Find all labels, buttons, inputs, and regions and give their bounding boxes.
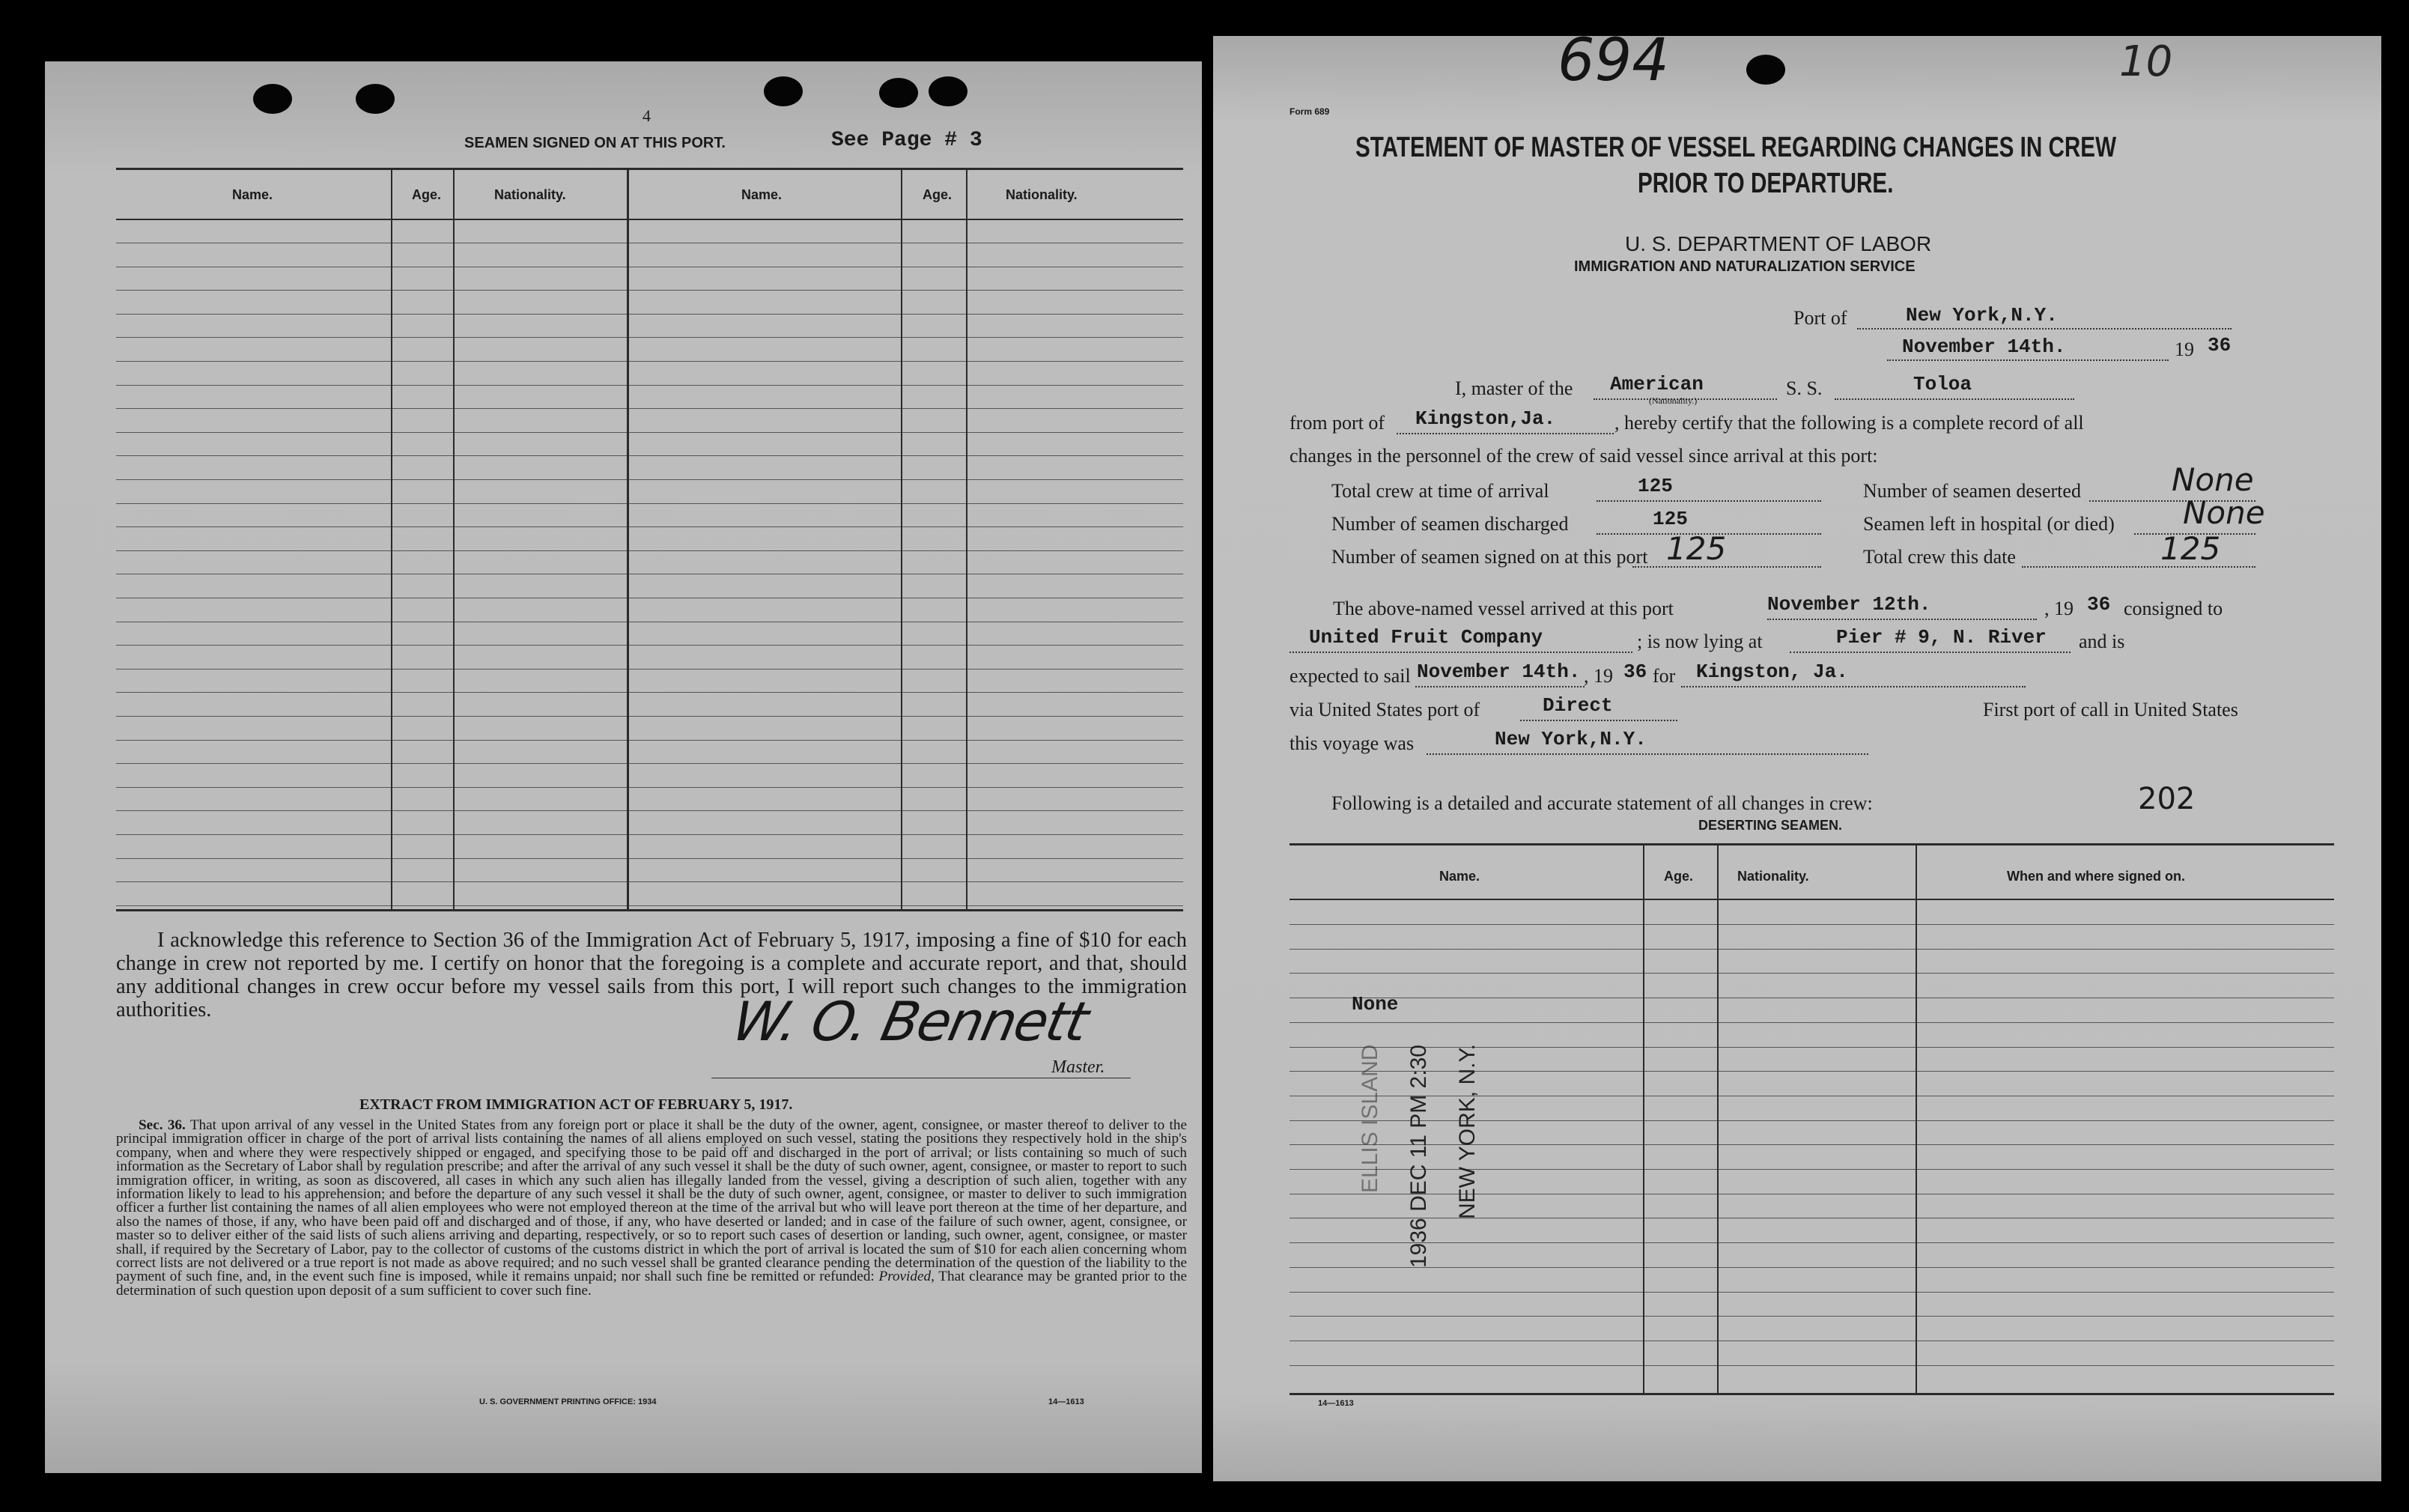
nationality-caption: (Nationality.) bbox=[1649, 395, 1698, 406]
nationality-value: American bbox=[1610, 373, 1704, 395]
fill-line bbox=[1632, 566, 1821, 568]
table-row-line bbox=[1289, 1292, 2334, 1293]
desert-table-top-rule bbox=[1289, 843, 2334, 845]
from-port-value: Kingston,Ja. bbox=[1415, 407, 1556, 430]
fill-line bbox=[1835, 398, 2074, 400]
desert-col-nationality: Nationality. bbox=[1737, 869, 1809, 884]
ss-label: S. S. bbox=[1786, 377, 1823, 399]
table-row-line bbox=[116, 290, 1183, 291]
expected-label: expected to sail bbox=[1289, 665, 1411, 687]
table-row-line bbox=[116, 716, 1183, 717]
table-row-line bbox=[116, 550, 1183, 551]
consigned-label: consigned to bbox=[2124, 598, 2223, 619]
first-port-label: First port of call in United States bbox=[1983, 699, 2238, 720]
handwritten-corner: 10 bbox=[2119, 37, 2173, 86]
col-divider bbox=[391, 168, 392, 909]
port-value: New York,N.Y. bbox=[1906, 304, 2058, 327]
master-signature: W. O. Bennett bbox=[727, 990, 1093, 1053]
arrived-label: The above-named vessel arrived at this port bbox=[1333, 598, 1674, 619]
signed-on-value: 125 bbox=[1666, 530, 1727, 567]
sail-date-value: November 14th. bbox=[1417, 661, 1581, 683]
lying-label: ; is now lying at bbox=[1637, 631, 1763, 652]
certify-text: , hereby certify that the following is a complete record of all bbox=[1614, 412, 2084, 434]
table-row-line bbox=[1289, 1316, 2334, 1317]
col-divider bbox=[1916, 843, 1917, 1393]
from-port-label: from port of bbox=[1289, 412, 1385, 434]
total-crew-arrival-label: Total crew at time of arrival bbox=[1331, 480, 1549, 502]
col-divider bbox=[1643, 843, 1644, 1393]
fill-line bbox=[1681, 686, 2026, 687]
fill-line bbox=[1520, 720, 1677, 721]
hospital-label: Seamen left in hospital (or died) bbox=[1863, 513, 2115, 535]
voyage-label: this voyage was bbox=[1289, 732, 1415, 754]
table-top-rule bbox=[116, 168, 1183, 170]
table-row-line bbox=[1289, 1144, 2334, 1145]
punch-hole bbox=[1746, 55, 1785, 85]
table-row-line bbox=[116, 314, 1183, 315]
col-header-name-2: Name. bbox=[741, 187, 783, 202]
form-title-line1: STATEMENT OF MASTER OF VESSEL REGARDING CHANGES IN CREW bbox=[1355, 132, 2117, 163]
table-row-line bbox=[116, 432, 1183, 433]
table-row-line bbox=[116, 905, 1183, 906]
table-row-line bbox=[116, 787, 1183, 788]
table-row-line bbox=[116, 385, 1183, 386]
table-row-line bbox=[116, 503, 1183, 504]
col-header-name: Name. bbox=[232, 187, 273, 202]
handwritten-count: 202 bbox=[2138, 782, 2196, 816]
year-prefix: 19 bbox=[2175, 338, 2194, 360]
table-row-line bbox=[116, 810, 1183, 811]
table-row-line bbox=[116, 881, 1183, 882]
sail-year-value: 36 bbox=[1623, 661, 1647, 683]
pier-value: Pier # 9, N. River bbox=[1836, 626, 2047, 649]
sail-year-prefix: , 19 bbox=[1584, 665, 1613, 687]
table-row-line bbox=[1289, 1242, 2334, 1243]
form-title-line2: PRIOR TO DEPARTURE. bbox=[1638, 168, 1894, 199]
col-divider bbox=[453, 168, 455, 909]
port-label: Port of bbox=[1793, 307, 1847, 329]
year-value: 36 bbox=[2208, 334, 2232, 356]
discharged-value: 125 bbox=[1653, 508, 1688, 530]
table-row-line bbox=[1289, 1071, 2334, 1072]
section-title: SEAMEN SIGNED ON AT THIS PORT. bbox=[464, 135, 726, 151]
hospital-value: None bbox=[2183, 494, 2265, 531]
arrived-year-value: 36 bbox=[2087, 593, 2111, 616]
acknowledgment-text: I acknowledge this reference to Section 36 of the Immigration Act of February 5, 1917, imposing a fine of $10 for each change in crew not reported by me. I certify on honor that the foregoing is a complete and accurate report, and that, should any additional changes in crew occur before my vessel sails from this port, I will report such changes to the immigration authorities. bbox=[116, 929, 1187, 1021]
extract-body bbox=[116, 1119, 1187, 1298]
table-row-line bbox=[116, 834, 1183, 835]
col-header-nationality-2: Nationality. bbox=[1006, 187, 1078, 202]
col-divider bbox=[627, 168, 629, 909]
service-name: IMMIGRATION AND NATURALIZATION SERVICE bbox=[1574, 258, 1916, 275]
total-today-label: Total crew this date bbox=[1863, 546, 2016, 568]
department-name: U. S. DEPARTMENT OF LABOR bbox=[1625, 232, 1932, 255]
extract-tail: That clearance may be granted prior to the determination of such question upon deposit of a sum sufficient to cover such fine. bbox=[116, 1269, 1188, 1299]
form-code-right: 14—1613 bbox=[1318, 1399, 1354, 1408]
stamp-line-3: NEW YORK, N.Y. bbox=[1455, 1044, 1480, 1219]
changes-text: changes in the personnel of the crew of said vessel since arrival at this port: bbox=[1289, 445, 1878, 467]
col-header-age-2: Age. bbox=[923, 187, 953, 202]
col-divider bbox=[966, 168, 967, 909]
punch-hole bbox=[929, 76, 967, 106]
master-label: Master. bbox=[1051, 1057, 1105, 1077]
form-code-left: 14—1613 bbox=[1048, 1397, 1084, 1406]
table-row-line bbox=[1289, 1365, 2334, 1366]
total-today-value: 125 bbox=[2160, 530, 2221, 567]
extract-lead: Sec. 36. bbox=[139, 1117, 186, 1133]
fill-line bbox=[1857, 328, 2232, 330]
header-rule bbox=[116, 219, 1183, 220]
fill-line bbox=[1397, 433, 1614, 434]
signed-on-label: Number of seamen signed on at this port bbox=[1331, 546, 1648, 568]
table-row-line bbox=[116, 669, 1183, 670]
table-row-line bbox=[1289, 1120, 2334, 1121]
arrived-value: November 12th. bbox=[1767, 593, 1931, 616]
table-row-line bbox=[116, 763, 1183, 764]
table-row-line bbox=[1289, 1267, 2334, 1268]
date-value: November 14th. bbox=[1902, 336, 2066, 358]
via-label: via United States port of bbox=[1289, 699, 1480, 720]
fill-line bbox=[1415, 686, 1585, 687]
discharged-label: Number of seamen discharged bbox=[1331, 513, 1569, 535]
and-is-label: and is bbox=[2079, 631, 2125, 652]
table-row-line bbox=[1289, 1022, 2334, 1023]
master-label: I, master of the bbox=[1455, 377, 1573, 399]
following-text: Following is a detailed and accurate statement of all changes in crew: bbox=[1331, 792, 1873, 814]
table-row-line bbox=[116, 361, 1183, 362]
table-row-line bbox=[116, 858, 1183, 859]
deserted-value: None bbox=[2172, 461, 2254, 498]
table-row-line bbox=[1289, 973, 2334, 974]
table-row-line bbox=[116, 455, 1183, 456]
deserting-title: DESERTING SEAMEN. bbox=[1698, 818, 1843, 833]
table-row-line bbox=[116, 408, 1183, 409]
desert-col-signed-on: When and where signed on. bbox=[2007, 869, 2186, 884]
stamp-line-2: 1936 DEC 11 PM 2:30 bbox=[1406, 1045, 1431, 1268]
extract-provided: Provided, bbox=[878, 1269, 935, 1285]
right-page bbox=[1213, 36, 2381, 1481]
deserted-label: Number of seamen deserted bbox=[1863, 480, 2081, 502]
table-row-line bbox=[116, 645, 1183, 646]
extract-text: That upon arrival of any vessel in the United States from any foreign port or place it shall be the duty of the owner, agent, consignee, or master thereof to deliver to the principal immigration officer in charge of the port of arrival lists containing the names of all aliens employed on such vessel, stating the positions they respectively hold in the ship's company, when and where they were respectively shipped or engaged, and specifying those to be paid off and discharged in the port of arrival; or lists containing so much of such information as the Secretary of Labor shall by regulation prescribe; and after the arrival of any such vessel it shall be the duty of such owner, agent, consignee, or master to report to such immigration officer, in writing, as soon as discovered, all cases in which any such alien has illegally landed from the vessel, giving a description of such alien, together with any information likely to lead to his apprehension; and before the departure of any such vessel it shall be the duty of such owner, agent, consignee, or master to deliver to such immigration officer a further list containing the names of all alien employees who were not employed thereon at the time of the arrival but who will leave port thereon at the time of her departure, and also the names of those, if any, who have been paid off and discharged and of those, if any, who have deserted or landed; and in case of the failure of such owner, agent, consignee, or master so to deliver either of the said lists of such aliens arriving and departing, respectively, or so to report such cases of desertion or landing, such owner, agent, consignee, or master shall, if required by the Secretary of Labor, pay to the collector of customs of the customs district in which the port of arrival is located the sum of $10 for each alien concerning whom correct lists are not delivered or a true report is not made as above required; and no such vessel shall be granted clearance pending the determination of the question of the liability to the payment of such fine, and, in the event such fine is imposed, while it remains unpaid; nor shall such fine be remitted or refunded: bbox=[116, 1117, 1187, 1285]
for-label: for bbox=[1653, 665, 1676, 687]
page-note: See Page # 3 bbox=[831, 129, 982, 152]
table-row-line bbox=[116, 479, 1183, 480]
left-page bbox=[45, 61, 1202, 1473]
printer-line: U. S. GOVERNMENT PRINTING OFFICE: 1934 bbox=[479, 1397, 657, 1406]
ship-name: Toloa bbox=[1913, 373, 1972, 395]
table-row-line bbox=[116, 337, 1183, 338]
handwritten-number: 694 bbox=[1558, 36, 1669, 94]
table-row-line bbox=[1289, 924, 2334, 925]
fill-line bbox=[1289, 652, 1632, 653]
form-number: Form 689 bbox=[1289, 106, 1330, 117]
punch-hole bbox=[356, 84, 395, 114]
punch-hole bbox=[253, 84, 292, 114]
entry-none: None bbox=[1352, 993, 1399, 1015]
fill-line bbox=[1767, 619, 2037, 620]
table-row-line bbox=[116, 692, 1183, 693]
fill-line bbox=[2022, 566, 2255, 568]
destination-value: Kingston, Ja. bbox=[1696, 661, 1848, 683]
col-header-nationality: Nationality. bbox=[494, 187, 566, 202]
desert-header-rule bbox=[1289, 899, 2334, 900]
col-divider bbox=[901, 168, 902, 909]
table-row-line bbox=[116, 740, 1183, 741]
fill-line bbox=[1790, 652, 2071, 653]
extract-title: EXTRACT FROM IMMIGRATION ACT OF FEBRUARY 5, 1917. bbox=[359, 1096, 793, 1113]
total-crew-arrival-value: 125 bbox=[1638, 475, 1673, 497]
table-row-line bbox=[1289, 949, 2334, 950]
desert-col-age: Age. bbox=[1664, 869, 1694, 884]
table-row-line bbox=[1289, 1047, 2334, 1048]
col-divider bbox=[1717, 843, 1719, 1393]
voyage-value: New York,N.Y. bbox=[1495, 728, 1647, 750]
table-bottom-rule bbox=[116, 909, 1183, 911]
table-row-line bbox=[116, 526, 1183, 527]
punch-hole bbox=[764, 76, 803, 106]
col-header-age: Age. bbox=[412, 187, 442, 202]
desert-table-bottom-rule bbox=[1289, 1393, 2334, 1395]
page-number: 4 bbox=[642, 106, 651, 125]
desert-col-name: Name. bbox=[1439, 869, 1480, 884]
via-value: Direct bbox=[1543, 694, 1613, 717]
fill-line bbox=[1887, 359, 2169, 361]
consignee-value: United Fruit Company bbox=[1309, 626, 1543, 649]
fill-line bbox=[1597, 500, 1821, 502]
arrived-year-prefix: , 19 bbox=[2044, 598, 2074, 619]
stamp-line-1: ELLIS ISLAND bbox=[1358, 1044, 1382, 1193]
table-row-line bbox=[1289, 1169, 2334, 1170]
fill-line bbox=[1427, 753, 1868, 755]
punch-hole bbox=[879, 78, 918, 108]
